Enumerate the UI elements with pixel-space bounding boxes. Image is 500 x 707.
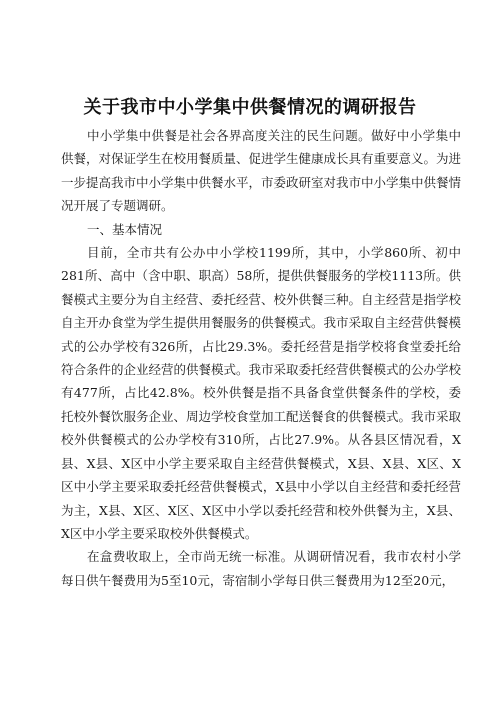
basic-situation-paragraph: 目前，全市共有公办中小学校1199所，其中，小学860所、初中281所、高中（含中职、职高）58所，提供供餐服务的学校1113所。供餐模式主要分为自主经营、委托经营、校外供餐三种。自主经营是指学校自主开办食堂为学生提供用餐服务的供餐模式。我市采取自主经营供餐模式的公办学校有326所，占比29.3%。委托经营是指学校将食堂委托给符合条件的企业经营的供餐模式。我市采取委托经营供餐模式的公办学校有477所，占比42.8%。校外供餐是指不具备食堂供餐条件的学校，委托校外餐饮服务企业、周边学校食堂加工配送餐食的供餐模式。我市采取校外供餐模式的公办学校有310所，占比27.9%。从各县区情况看，X县、X县、X区中小学主要采取自主经营供餐模式，X县、X县、X区、X区中小学主要采取委托经营供餐模式，X县中小学以自主经营和委托经营为主，X县、X区、X区、X区中小学以委托经营和校外供餐为主，X县、X区中小学主要采取校外供餐模式。 — [61, 245, 462, 541]
intro-paragraph: 中小学集中供餐是社会各界高度关注的民生问题。做好中小学集中供餐，对保证学生在校用餐质量、促进学生健康成长具有重要意义。为进一步提高我市中小学集中供餐水平，市委政研室对我市中小学集中供餐情况开展了专题调研。 — [61, 128, 462, 214]
section-heading-basic-situation: 一、基本情况 — [87, 221, 163, 237]
fee-paragraph: 在盒费收取上，全市尚无统一标准。从调研情况看，我市农村小学每日供午餐费用为5至10元，寄宿制小学每日供三餐费用为12至20元， — [61, 549, 461, 588]
document-body — [61, 124, 461, 592]
document-title: 关于我市中小学集中供餐情况的调研报告 — [83, 97, 417, 118]
